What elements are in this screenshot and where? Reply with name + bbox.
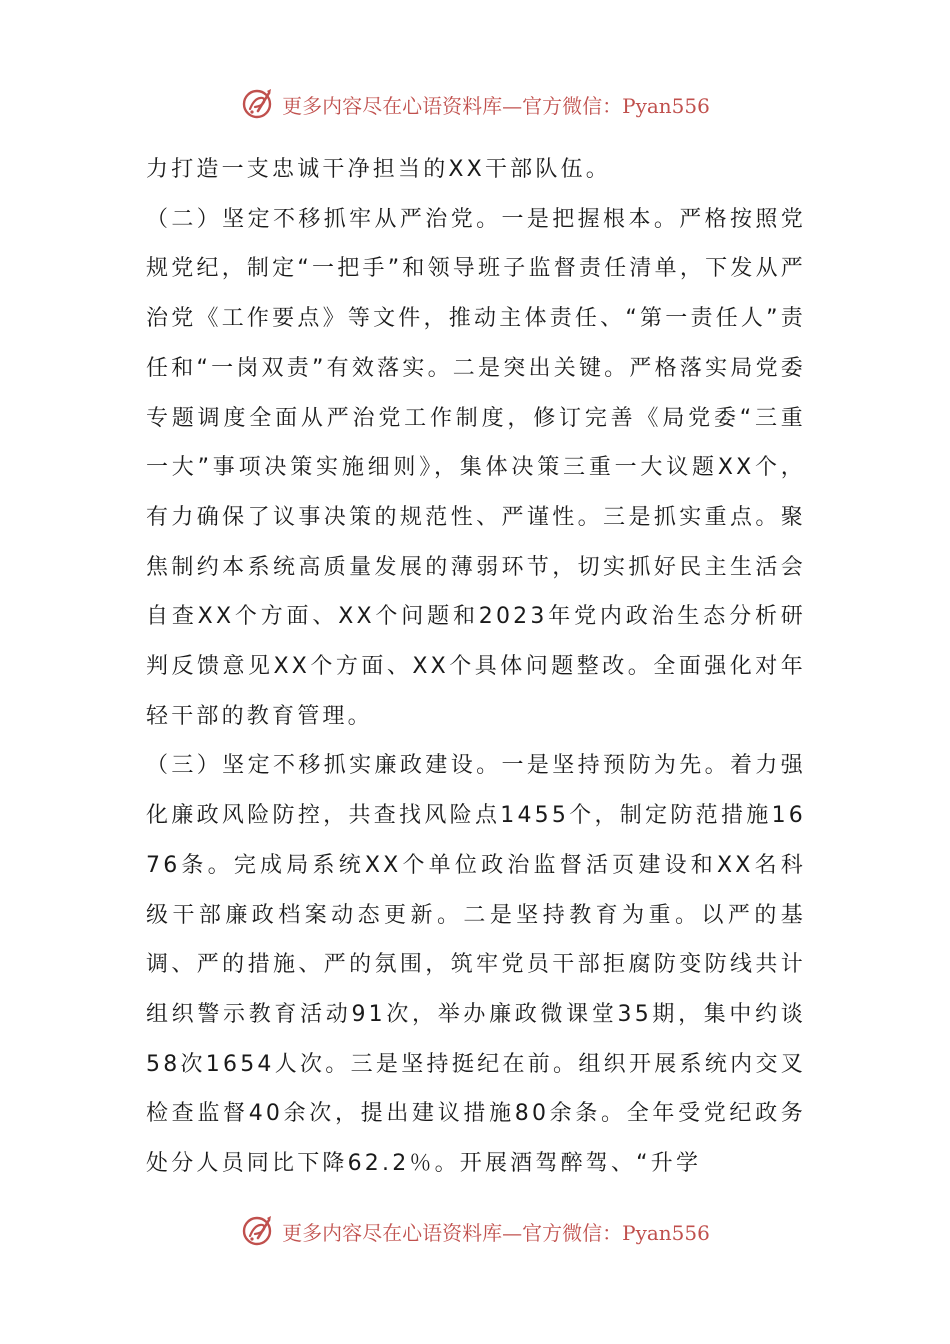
header-watermark-text: 更多内容尽在心语资料库—官方微信：Pyan556 (282, 93, 710, 118)
paragraph-continuation: 力打造一支忠诚干净担当的XX干部队伍。 (146, 157, 611, 182)
footer-watermark (0, 1211, 950, 1251)
footer-watermark-text: 更多内容尽在心语资料库—官方微信：Pyan556 (282, 1220, 710, 1245)
pen-seal-icon (240, 1214, 274, 1248)
pen-seal-icon (240, 87, 274, 121)
paragraph-section-two: （二）坚定不移抓牢从严治党。一是把握根本。严格按照党规党纪，制定“一把手”和领导班子监督责任清单，下发从严治党《工作要点》等文件，推动主体责任、“第一责任人”责任和“一岗双责”有效落实。二是突出关键。严格落实局党委专题调度全面从严治党工作制度，修订完善《局党委“三重一大”事项决策实施细则》，集体决策三重一大议题XX个，有力确保了议事决策的规范性、严谨性。三是抓实重点。聚焦制约本系统高质量发展的薄弱环节，切实抓好民主生活会自查XX个方面、XX个问题和2023年党内政治生态分析研判反馈意见XX个方面、XX个具体问题整改。全面强化对年轻干部的教育管理。 (146, 206, 806, 729)
paragraph-section-three: （三）坚定不移抓实廉政建设。一是坚持预防为先。着力强化廉政风险防控，共查找风险点1455个，制定防范措施1676条。完成局系统XX个单位政治监督活页建设和XX名科级干部廉政档案动态更新。二是坚持教育为重。以严的基调、严的措施、严的氛围，筑牢党员干部拒腐防变防线共计组织警示教育活动91次，举办廉政微课堂35期，集中约谈58次1654人次。三是坚持挺纪在前。组织开展系统内交叉检查监督40余次，提出建议措施80余条。全年受党纪政务处分人员同比下降62.2％。开展酒驾醉驾、“升学 (146, 753, 806, 1177)
header-watermark (0, 84, 950, 124)
document-body (146, 145, 806, 1189)
